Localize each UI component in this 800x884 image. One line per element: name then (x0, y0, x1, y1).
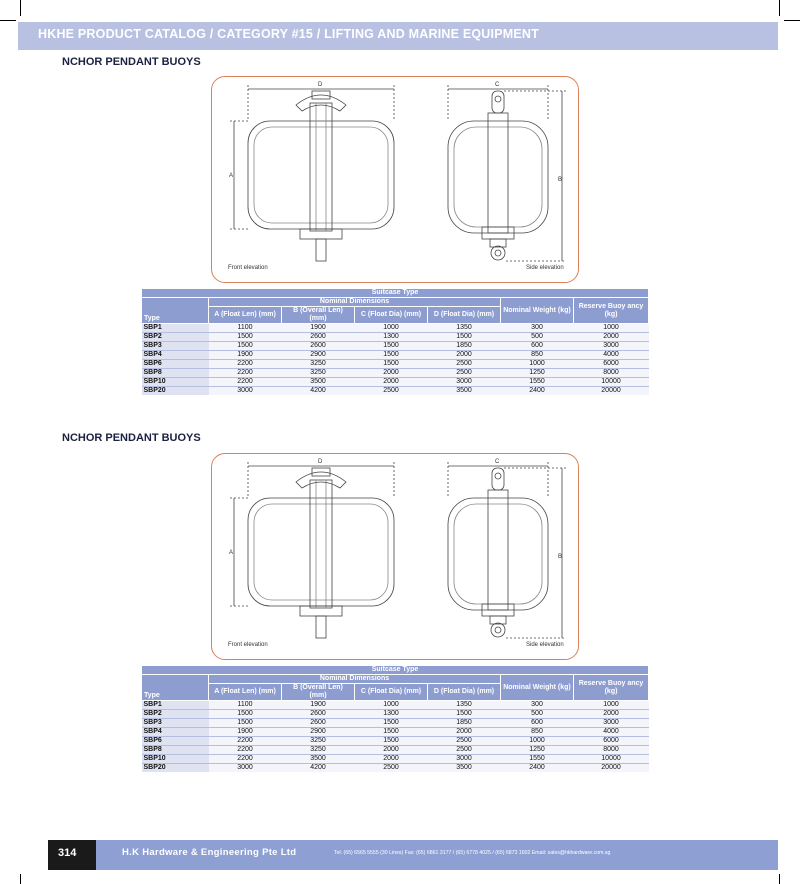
cell: SBP2 (142, 333, 209, 342)
cell: 20000 (574, 764, 649, 773)
cell: 2900 (282, 351, 355, 360)
section-title: NCHOR PENDANT BUOYS (62, 432, 201, 444)
cell: 2000 (355, 378, 428, 387)
column-header-type: Type (142, 675, 209, 701)
cell: 2000 (574, 333, 649, 342)
table-row (142, 755, 649, 764)
cell: 10000 (574, 378, 649, 387)
cell: 2500 (428, 746, 501, 755)
cell: 6000 (574, 737, 649, 746)
cell: SBP3 (142, 342, 209, 351)
crop-mark (0, 20, 16, 21)
cell: 1500 (355, 728, 428, 737)
table-row (142, 746, 649, 755)
page-number: 314 (58, 847, 77, 859)
side-elevation-label: Side elevation (526, 642, 564, 648)
cell: 2200 (209, 755, 282, 764)
cell: 1100 (209, 324, 282, 333)
dimension-d-label: D (318, 459, 323, 465)
table-row (142, 342, 649, 351)
cell: 1500 (209, 342, 282, 351)
table-row (142, 719, 649, 728)
dimension-a-label: A (229, 550, 234, 556)
cell: 1250 (501, 746, 574, 755)
cell: 2500 (355, 764, 428, 773)
cell: 2500 (428, 360, 501, 369)
table-row (142, 737, 649, 746)
cell: 600 (501, 719, 574, 728)
cell: 20000 (574, 387, 649, 396)
cell: 1500 (355, 342, 428, 351)
cell: 2000 (355, 746, 428, 755)
table-row (142, 387, 649, 396)
cell: 2500 (428, 737, 501, 746)
cell: SBP20 (142, 764, 209, 773)
cell: 1300 (355, 710, 428, 719)
cell: 1500 (355, 360, 428, 369)
column-header-buoyancy: Reserve Buoy ancy (kg) (574, 675, 649, 701)
cell: SBP4 (142, 351, 209, 360)
buoy-drawing (211, 453, 579, 660)
crop-mark (779, 0, 780, 16)
dimension-b-label: B (558, 554, 563, 560)
cell: 2200 (209, 378, 282, 387)
cell: 500 (501, 710, 574, 719)
cell: 3000 (428, 755, 501, 764)
column-header-d: D (Float Dia) (mm) (428, 684, 501, 701)
cell: 2400 (501, 387, 574, 396)
front-elevation-label: Front elevation (228, 642, 268, 648)
cell: 1100 (209, 701, 282, 710)
crop-mark (20, 874, 21, 884)
cell: 2600 (282, 342, 355, 351)
table-row (142, 369, 649, 378)
cell: 1850 (428, 719, 501, 728)
dimension-c-label: C (495, 82, 500, 88)
column-group-header: Nominal Dimensions (209, 675, 501, 684)
page-title: HKHE PRODUCT CATALOG / CATEGORY #15 / LIFTING AND MARINE EQUIPMENT (38, 27, 539, 41)
cell: 2000 (355, 369, 428, 378)
column-header-a: A (Float Len) (mm) (209, 684, 282, 701)
cell: 3000 (209, 387, 282, 396)
crop-mark (784, 20, 800, 21)
cell: 2500 (355, 387, 428, 396)
cell: 3000 (574, 342, 649, 351)
table-row (142, 701, 649, 710)
cell: 1350 (428, 324, 501, 333)
table-row (142, 351, 649, 360)
cell: SBP1 (142, 324, 209, 333)
column-header-c: C (Float Dia) (mm) (355, 307, 428, 324)
column-header-weight: Nominal Weight (kg) (501, 298, 574, 324)
cell: SBP1 (142, 701, 209, 710)
cell: 1500 (355, 719, 428, 728)
cell: 2600 (282, 719, 355, 728)
cell: 8000 (574, 746, 649, 755)
cell: 1500 (209, 710, 282, 719)
cell: 1850 (428, 342, 501, 351)
column-header-c: C (Float Dia) (mm) (355, 684, 428, 701)
cell: SBP3 (142, 719, 209, 728)
cell: 2400 (501, 764, 574, 773)
spec-table (141, 665, 649, 772)
column-group-header: Nominal Dimensions (209, 298, 501, 307)
dimension-c-label: C (495, 459, 500, 465)
buoy-drawing-svg (212, 77, 578, 282)
cell: 1000 (574, 324, 649, 333)
cell: 3000 (209, 764, 282, 773)
cell: SBP8 (142, 369, 209, 378)
cell: 1500 (428, 333, 501, 342)
cell: 2200 (209, 746, 282, 755)
cell: 1300 (355, 333, 428, 342)
cell: 1000 (501, 737, 574, 746)
cell: 2200 (209, 369, 282, 378)
cell: 500 (501, 333, 574, 342)
cell: 600 (501, 342, 574, 351)
cell: SBP6 (142, 737, 209, 746)
column-header-type: Type (142, 298, 209, 324)
cell: 1500 (209, 333, 282, 342)
cell: 2000 (428, 351, 501, 360)
buoy-drawing (211, 76, 579, 283)
cell: SBP8 (142, 746, 209, 755)
cell: 3250 (282, 360, 355, 369)
cell: 1900 (209, 351, 282, 360)
dimension-b-label: B (558, 177, 563, 183)
buoy-drawing-svg (212, 454, 578, 659)
cell: 1350 (428, 701, 501, 710)
section-title: NCHOR PENDANT BUOYS (62, 56, 201, 68)
cell: 850 (501, 728, 574, 737)
cell: 3500 (428, 764, 501, 773)
front-elevation-label: Front elevation (228, 265, 268, 271)
table-row (142, 710, 649, 719)
cell: 2000 (428, 728, 501, 737)
spec-table (141, 288, 649, 395)
column-header-b: B (Overall Len) (mm) (282, 684, 355, 701)
cell: 1550 (501, 378, 574, 387)
cell: 3000 (428, 378, 501, 387)
cell: SBP20 (142, 387, 209, 396)
column-header-d: D (Float Dia) (mm) (428, 307, 501, 324)
cell: SBP10 (142, 755, 209, 764)
table-row (142, 728, 649, 737)
cell: 3000 (574, 719, 649, 728)
cell: 300 (501, 324, 574, 333)
cell: 1550 (501, 755, 574, 764)
cell: 1000 (574, 701, 649, 710)
crop-mark (779, 874, 780, 884)
cell: 1500 (428, 710, 501, 719)
cell: 3250 (282, 737, 355, 746)
cell: 1500 (355, 737, 428, 746)
cell: 1500 (355, 351, 428, 360)
cell: 2500 (428, 369, 501, 378)
cell: 2200 (209, 737, 282, 746)
footer-contact-info: Tel: (65) 6565 5555 (30 Lines) Fax: (65) 6861 3177 / (65) 6778 4025 / (65) 6873 1602 Email: sales@hkhardware.com.sg (334, 850, 611, 856)
cell: 8000 (574, 369, 649, 378)
column-header-buoyancy: Reserve Buoy ancy (kg) (574, 298, 649, 324)
cell: 2600 (282, 710, 355, 719)
table-row (142, 360, 649, 369)
cell: 1000 (355, 324, 428, 333)
cell: 3500 (282, 378, 355, 387)
cell: 1000 (355, 701, 428, 710)
cell: 10000 (574, 755, 649, 764)
cell: 2000 (355, 755, 428, 764)
cell: 3500 (428, 387, 501, 396)
table-row (142, 378, 649, 387)
cell: 4000 (574, 351, 649, 360)
cell: 6000 (574, 360, 649, 369)
table-title: Suitcase Type (142, 289, 649, 298)
table-row (142, 764, 649, 773)
cell: 3500 (282, 755, 355, 764)
cell: SBP4 (142, 728, 209, 737)
column-header-a: A (Float Len) (mm) (209, 307, 282, 324)
column-header-weight: Nominal Weight (kg) (501, 675, 574, 701)
cell: SBP6 (142, 360, 209, 369)
cell: 1250 (501, 369, 574, 378)
cell: 4200 (282, 387, 355, 396)
crop-mark (20, 0, 21, 16)
cell: 1500 (209, 719, 282, 728)
table-row (142, 333, 649, 342)
cell: 2600 (282, 333, 355, 342)
cell: 2200 (209, 360, 282, 369)
dimension-d-label: D (318, 82, 323, 88)
cell: 4200 (282, 764, 355, 773)
column-header-b: B (Overall Len) (mm) (282, 307, 355, 324)
cell: 1900 (282, 701, 355, 710)
cell: 1900 (282, 324, 355, 333)
cell: SBP10 (142, 378, 209, 387)
footer-company-name: H.K Hardware & Engineering Pte Ltd (122, 847, 297, 858)
cell: SBP2 (142, 710, 209, 719)
table-title: Suitcase Type (142, 666, 649, 675)
cell: 300 (501, 701, 574, 710)
cell: 2900 (282, 728, 355, 737)
cell: 2000 (574, 710, 649, 719)
cell: 4000 (574, 728, 649, 737)
cell: 850 (501, 351, 574, 360)
cell: 3250 (282, 369, 355, 378)
table-row (142, 324, 649, 333)
side-elevation-label: Side elevation (526, 265, 564, 271)
cell: 1000 (501, 360, 574, 369)
cell: 3250 (282, 746, 355, 755)
cell: 1900 (209, 728, 282, 737)
dimension-a-label: A (229, 173, 234, 179)
